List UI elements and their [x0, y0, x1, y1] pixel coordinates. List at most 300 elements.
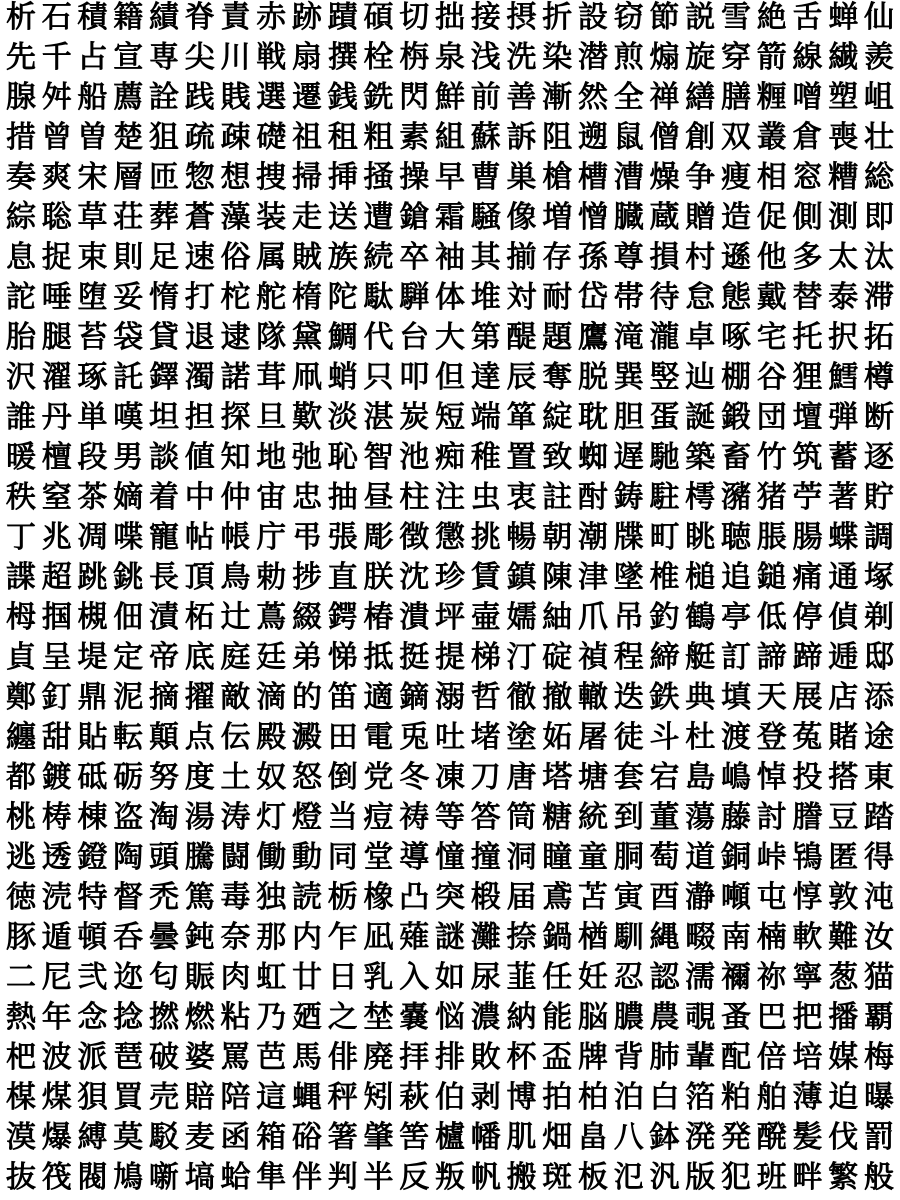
glyph: 双 [721, 120, 751, 155]
glyph: 衷 [506, 480, 537, 515]
glyph: 橡 [363, 880, 394, 915]
glyph: 罰 [864, 1120, 894, 1155]
glyph: 邸 [864, 640, 894, 675]
glyph: 認 [649, 960, 680, 995]
glyph: 禎 [578, 640, 608, 675]
glyph-row [4, 199, 896, 237]
glyph: 内 [292, 920, 322, 955]
glyph: 致 [542, 440, 573, 475]
glyph: 奈 [220, 920, 251, 955]
glyph: 板 [578, 1160, 608, 1195]
glyph: 杷 [6, 1040, 36, 1075]
glyph: 謄 [792, 800, 823, 835]
glyph: 碇 [542, 640, 573, 675]
glyph: 入 [399, 960, 430, 995]
glyph: 顛 [149, 720, 179, 755]
glyph: 展 [792, 680, 823, 715]
glyph: 陪 [220, 1080, 251, 1115]
glyph: 納 [506, 1000, 537, 1035]
glyph: 籍 [113, 0, 144, 35]
glyph: 峠 [756, 840, 787, 875]
glyph: 狸 [792, 360, 823, 395]
glyph: 村 [685, 240, 716, 275]
glyph: 閃 [399, 80, 430, 115]
glyph: 淡 [327, 400, 358, 435]
glyph: 桃 [6, 800, 36, 835]
glyph: 船 [77, 80, 108, 115]
glyph: 詮 [149, 80, 179, 115]
glyph: 値 [184, 440, 215, 475]
glyph: 道 [685, 840, 716, 875]
glyph: 敦 [828, 880, 859, 915]
glyph: 盃 [542, 1040, 573, 1075]
glyph: 銅 [721, 840, 751, 875]
glyph: 台 [399, 320, 430, 355]
glyph: 戴 [756, 280, 787, 315]
glyph-row [4, 999, 896, 1037]
glyph: 鯛 [327, 320, 358, 355]
glyph: 荘 [113, 200, 144, 235]
glyph: 待 [649, 280, 680, 315]
glyph: 撰 [327, 40, 358, 75]
glyph: 槌 [685, 560, 716, 595]
glyph: 族 [327, 240, 358, 275]
glyph: 属 [256, 240, 287, 275]
glyph: 読 [292, 880, 322, 915]
glyph: 卒 [399, 240, 430, 275]
glyph: 底 [184, 640, 215, 675]
glyph: 曇 [149, 920, 179, 955]
glyph: 硲 [292, 1120, 322, 1155]
glyph: 打 [184, 280, 215, 315]
glyph: 棟 [77, 800, 108, 835]
glyph-row [4, 359, 896, 397]
glyph: 罵 [220, 1040, 251, 1075]
glyph: 琢 [77, 360, 108, 395]
glyph: 池 [399, 440, 430, 475]
glyph: 梅 [864, 1040, 894, 1075]
glyph: 函 [220, 1120, 251, 1155]
glyph: 当 [327, 800, 358, 835]
glyph: 知 [220, 440, 251, 475]
glyph: 帳 [220, 520, 251, 555]
glyph: 得 [864, 840, 894, 875]
glyph: 梯 [470, 640, 501, 675]
glyph: 菟 [792, 720, 823, 755]
glyph: 俳 [327, 1040, 358, 1075]
glyph: 鎗 [399, 200, 430, 235]
glyph: 栓 [363, 40, 394, 75]
glyph: 糖 [542, 800, 573, 835]
glyph-row [4, 599, 896, 637]
glyph: 操 [399, 160, 430, 195]
glyph: 煎 [613, 40, 644, 75]
glyph: 鉢 [649, 1120, 680, 1155]
glyph: 槽 [578, 160, 608, 195]
glyph: 相 [756, 160, 787, 195]
glyph: 洗 [506, 40, 537, 75]
glyph-row [4, 399, 896, 437]
glyph: 喋 [113, 520, 144, 555]
glyph: 爆 [41, 1120, 72, 1155]
glyph: 椎 [649, 560, 680, 595]
glyph: 把 [792, 1000, 823, 1035]
glyph: 転 [113, 720, 144, 755]
glyph: 呈 [41, 640, 72, 675]
glyph: 甜 [41, 720, 72, 755]
glyph: 汎 [649, 1160, 680, 1195]
glyph: 佃 [113, 600, 144, 635]
glyph: 替 [792, 280, 823, 315]
glyph: 早 [435, 160, 465, 195]
glyph: 肌 [506, 1120, 537, 1155]
glyph: 島 [685, 760, 716, 795]
glyph: 透 [41, 840, 72, 875]
glyph: 猫 [864, 960, 894, 995]
glyph: 接 [470, 0, 501, 35]
glyph: 梼 [41, 800, 72, 835]
glyph: 同 [327, 840, 358, 875]
glyph: 弐 [77, 960, 108, 995]
glyph: 濯 [41, 360, 72, 395]
glyph: 寵 [149, 520, 179, 555]
glyph: 著 [828, 480, 859, 515]
glyph: 置 [506, 440, 537, 475]
glyph: 寧 [792, 960, 823, 995]
glyph: 怒 [292, 760, 322, 795]
glyph: 定 [113, 640, 144, 675]
glyph: 租 [327, 120, 358, 155]
glyph: 染 [542, 40, 573, 75]
glyph-row [4, 959, 896, 997]
glyph: 如 [435, 960, 465, 995]
glyph: 縛 [77, 1120, 108, 1155]
glyph: 電 [363, 720, 394, 755]
glyph-row [4, 679, 896, 717]
glyph: 辻 [220, 600, 251, 635]
glyph: 盗 [113, 800, 144, 835]
glyph: 捺 [506, 920, 537, 955]
glyph: 鐸 [149, 360, 179, 395]
glyph: 騒 [470, 200, 501, 235]
glyph: 岱 [578, 280, 608, 315]
glyph: 地 [256, 440, 287, 475]
glyph: 努 [149, 760, 179, 795]
glyph: 啄 [721, 320, 751, 355]
glyph: 套 [613, 760, 644, 795]
glyph: 迩 [113, 960, 144, 995]
glyph: 闘 [220, 840, 251, 875]
glyph: 蝿 [292, 1080, 322, 1115]
glyph: 覗 [685, 1000, 716, 1035]
glyph: 妊 [578, 960, 608, 995]
glyph: 坦 [149, 400, 179, 435]
glyph: 肺 [649, 1040, 680, 1075]
glyph: 蔵 [649, 200, 680, 235]
glyph: 舶 [756, 1080, 787, 1115]
glyph: 瀧 [649, 320, 680, 355]
glyph: 眺 [685, 520, 716, 555]
glyph: 二 [6, 960, 36, 995]
glyph: 泊 [613, 1080, 644, 1115]
glyph: 抵 [363, 640, 394, 675]
glyph: 槻 [77, 600, 108, 635]
glyph: 注 [435, 480, 465, 515]
glyph: 辿 [685, 360, 716, 395]
glyph: 登 [756, 720, 787, 755]
glyph: 銑 [363, 80, 394, 115]
glyph: 柱 [399, 480, 430, 515]
glyph: 只 [363, 360, 394, 395]
glyph: 隊 [256, 320, 287, 355]
glyph: 騨 [399, 280, 430, 315]
glyph: 堕 [77, 280, 108, 315]
glyph: 派 [77, 1040, 108, 1075]
glyph: 曹 [470, 160, 501, 195]
glyph: 粘 [220, 1000, 251, 1035]
glyph: 逓 [828, 640, 859, 675]
glyph: 迭 [613, 680, 644, 715]
glyph: 店 [828, 680, 859, 715]
glyph-row [4, 719, 896, 757]
glyph: 洞 [506, 840, 537, 875]
glyph: 漸 [542, 80, 573, 115]
glyph: 綻 [542, 400, 573, 435]
glyph: 赤 [256, 0, 287, 35]
glyph: 穿 [721, 40, 751, 75]
glyph: 庭 [220, 640, 251, 675]
glyph: 賃 [470, 560, 501, 595]
glyph: 捜 [256, 160, 287, 195]
glyph: 暢 [506, 520, 537, 555]
glyph: 駁 [149, 1120, 179, 1155]
glyph: 樽 [864, 360, 894, 395]
glyph: 宅 [756, 320, 787, 355]
glyph: 長 [149, 560, 179, 595]
glyph: 肇 [363, 1120, 394, 1155]
glyph: 凪 [363, 920, 394, 955]
glyph: 馳 [649, 440, 680, 475]
glyph: 溌 [685, 1120, 716, 1155]
glyph: 側 [792, 200, 823, 235]
glyph: 仲 [220, 480, 251, 515]
glyph: 瀦 [721, 480, 751, 515]
glyph: 汰 [864, 240, 894, 275]
glyph: 礎 [256, 120, 287, 155]
glyph: 唾 [41, 280, 72, 315]
glyph: 奴 [256, 760, 287, 795]
glyph: 纏 [6, 720, 36, 755]
glyph: 茸 [256, 360, 287, 395]
glyph: 胴 [613, 840, 644, 875]
glyph: 箭 [756, 40, 787, 75]
glyph: 銚 [113, 560, 144, 595]
glyph: 禿 [149, 880, 179, 915]
glyph: 徴 [399, 520, 430, 555]
glyph: 巽 [613, 360, 644, 395]
kanji-glyph-sheet [4, 0, 896, 1200]
glyph: 貼 [77, 720, 108, 755]
glyph: 恥 [327, 440, 358, 475]
glyph: 濁 [184, 360, 215, 395]
glyph: 卓 [685, 320, 716, 355]
glyph: 断 [864, 400, 894, 435]
glyph: 唐 [506, 760, 537, 795]
glyph: 秩 [6, 480, 36, 515]
glyph: 等 [435, 800, 465, 835]
glyph: 豚 [6, 920, 36, 955]
glyph: 東 [864, 760, 894, 795]
glyph: 答 [470, 800, 501, 835]
glyph: 般 [864, 1160, 894, 1195]
glyph: 追 [721, 560, 751, 595]
glyph: 典 [685, 680, 716, 715]
glyph: 虫 [470, 480, 501, 515]
glyph: 遭 [363, 200, 394, 235]
glyph: 叢 [756, 120, 787, 155]
glyph: 体 [435, 280, 465, 315]
glyph: 朝 [542, 520, 573, 555]
glyph: 孫 [578, 240, 608, 275]
glyph: 縄 [649, 920, 680, 955]
glyph: 争 [685, 160, 716, 195]
glyph: 潮 [578, 520, 608, 555]
glyph: 撤 [542, 680, 573, 715]
glyph: 千 [41, 40, 72, 75]
glyph: 遅 [613, 440, 644, 475]
glyph: 箱 [256, 1120, 287, 1155]
glyph: 捻 [113, 1000, 144, 1035]
glyph: 岨 [864, 80, 894, 115]
glyph-row [4, 559, 896, 597]
glyph: 其 [470, 240, 501, 275]
glyph: 筏 [41, 1160, 72, 1195]
glyph: 廿 [292, 960, 322, 995]
glyph-row [4, 39, 896, 77]
glyph: 丁 [6, 520, 36, 555]
glyph: 湯 [184, 800, 215, 835]
glyph: 箪 [506, 400, 537, 435]
glyph: 悌 [327, 640, 358, 675]
glyph: 這 [256, 1080, 287, 1115]
glyph: 豆 [828, 800, 859, 835]
glyph-row [4, 159, 896, 197]
glyph: 毒 [220, 880, 251, 915]
glyph: 脹 [756, 520, 787, 555]
glyph: 曝 [864, 1080, 894, 1115]
glyph: 宕 [649, 760, 680, 795]
glyph: 組 [435, 120, 465, 155]
glyph: 哲 [470, 680, 501, 715]
glyph: 搭 [828, 760, 859, 795]
glyph: 任 [542, 960, 573, 995]
glyph-row [4, 239, 896, 277]
glyph: 倒 [327, 760, 358, 795]
glyph: 隼 [256, 1160, 287, 1195]
glyph: 即 [864, 200, 894, 235]
glyph: 苧 [792, 480, 823, 515]
glyph: 舵 [256, 280, 287, 315]
glyph: 紬 [542, 600, 573, 635]
glyph: 漕 [613, 160, 644, 195]
glyph: 祢 [756, 960, 787, 995]
glyph: 嚢 [399, 1000, 430, 1035]
glyph: 溺 [435, 680, 465, 715]
glyph: 爪 [578, 600, 608, 635]
glyph: 誕 [685, 400, 716, 435]
glyph: 対 [506, 280, 537, 315]
glyph: 昼 [363, 480, 394, 515]
glyph: 逃 [6, 840, 36, 875]
glyph: 団 [756, 400, 787, 435]
glyph: 蛤 [220, 1160, 251, 1195]
glyph: 占 [77, 40, 108, 75]
glyph: 拓 [864, 320, 894, 355]
glyph: 粗 [363, 120, 394, 155]
glyph: 湛 [363, 400, 394, 435]
glyph: 博 [506, 1080, 537, 1115]
glyph: 葱 [828, 960, 859, 995]
glyph: 篤 [184, 880, 215, 915]
glyph: 畷 [685, 920, 716, 955]
glyph: 箸 [327, 1120, 358, 1155]
glyph: 氾 [613, 1160, 644, 1195]
glyph: 遷 [292, 80, 322, 115]
glyph: 匂 [149, 960, 179, 995]
glyph: 之 [327, 1000, 358, 1035]
glyph-row [4, 759, 896, 797]
glyph: 摂 [506, 0, 537, 35]
glyph: 賊 [292, 240, 322, 275]
glyph: 揃 [506, 240, 537, 275]
glyph: 狙 [149, 120, 179, 155]
glyph: 短 [435, 400, 465, 435]
glyph: 泰 [828, 280, 859, 315]
glyph: 寅 [613, 880, 644, 915]
glyph: 暖 [6, 440, 36, 475]
glyph: 疏 [184, 120, 215, 155]
glyph: 多 [792, 240, 823, 275]
glyph: 悩 [435, 1000, 465, 1035]
glyph: 薦 [113, 80, 144, 115]
glyph: 鈍 [184, 920, 215, 955]
glyph: 刀 [470, 760, 501, 795]
glyph: 筒 [506, 800, 537, 835]
glyph: 前 [470, 80, 501, 115]
glyph: 大 [435, 320, 465, 355]
glyph: 鄭 [6, 680, 36, 715]
glyph: 尿 [470, 960, 501, 995]
glyph: 践 [184, 80, 215, 115]
glyph: 頓 [77, 920, 108, 955]
glyph: 鍍 [41, 760, 72, 795]
glyph: 乍 [327, 920, 358, 955]
glyph: 膳 [721, 80, 751, 115]
glyph: 塙 [184, 1160, 215, 1195]
glyph: 竹 [756, 440, 787, 475]
glyph: 萄 [649, 840, 680, 875]
glyph: 炭 [399, 400, 430, 435]
glyph: 轍 [578, 680, 608, 715]
glyph: 兆 [41, 520, 72, 555]
glyph: 沢 [6, 360, 36, 395]
glyph: 杜 [685, 720, 716, 755]
glyph: 膿 [613, 1000, 644, 1035]
glyph: 填 [721, 680, 751, 715]
glyph: 張 [327, 520, 358, 555]
glyph: 懲 [435, 520, 465, 555]
glyph: 徳 [6, 880, 36, 915]
